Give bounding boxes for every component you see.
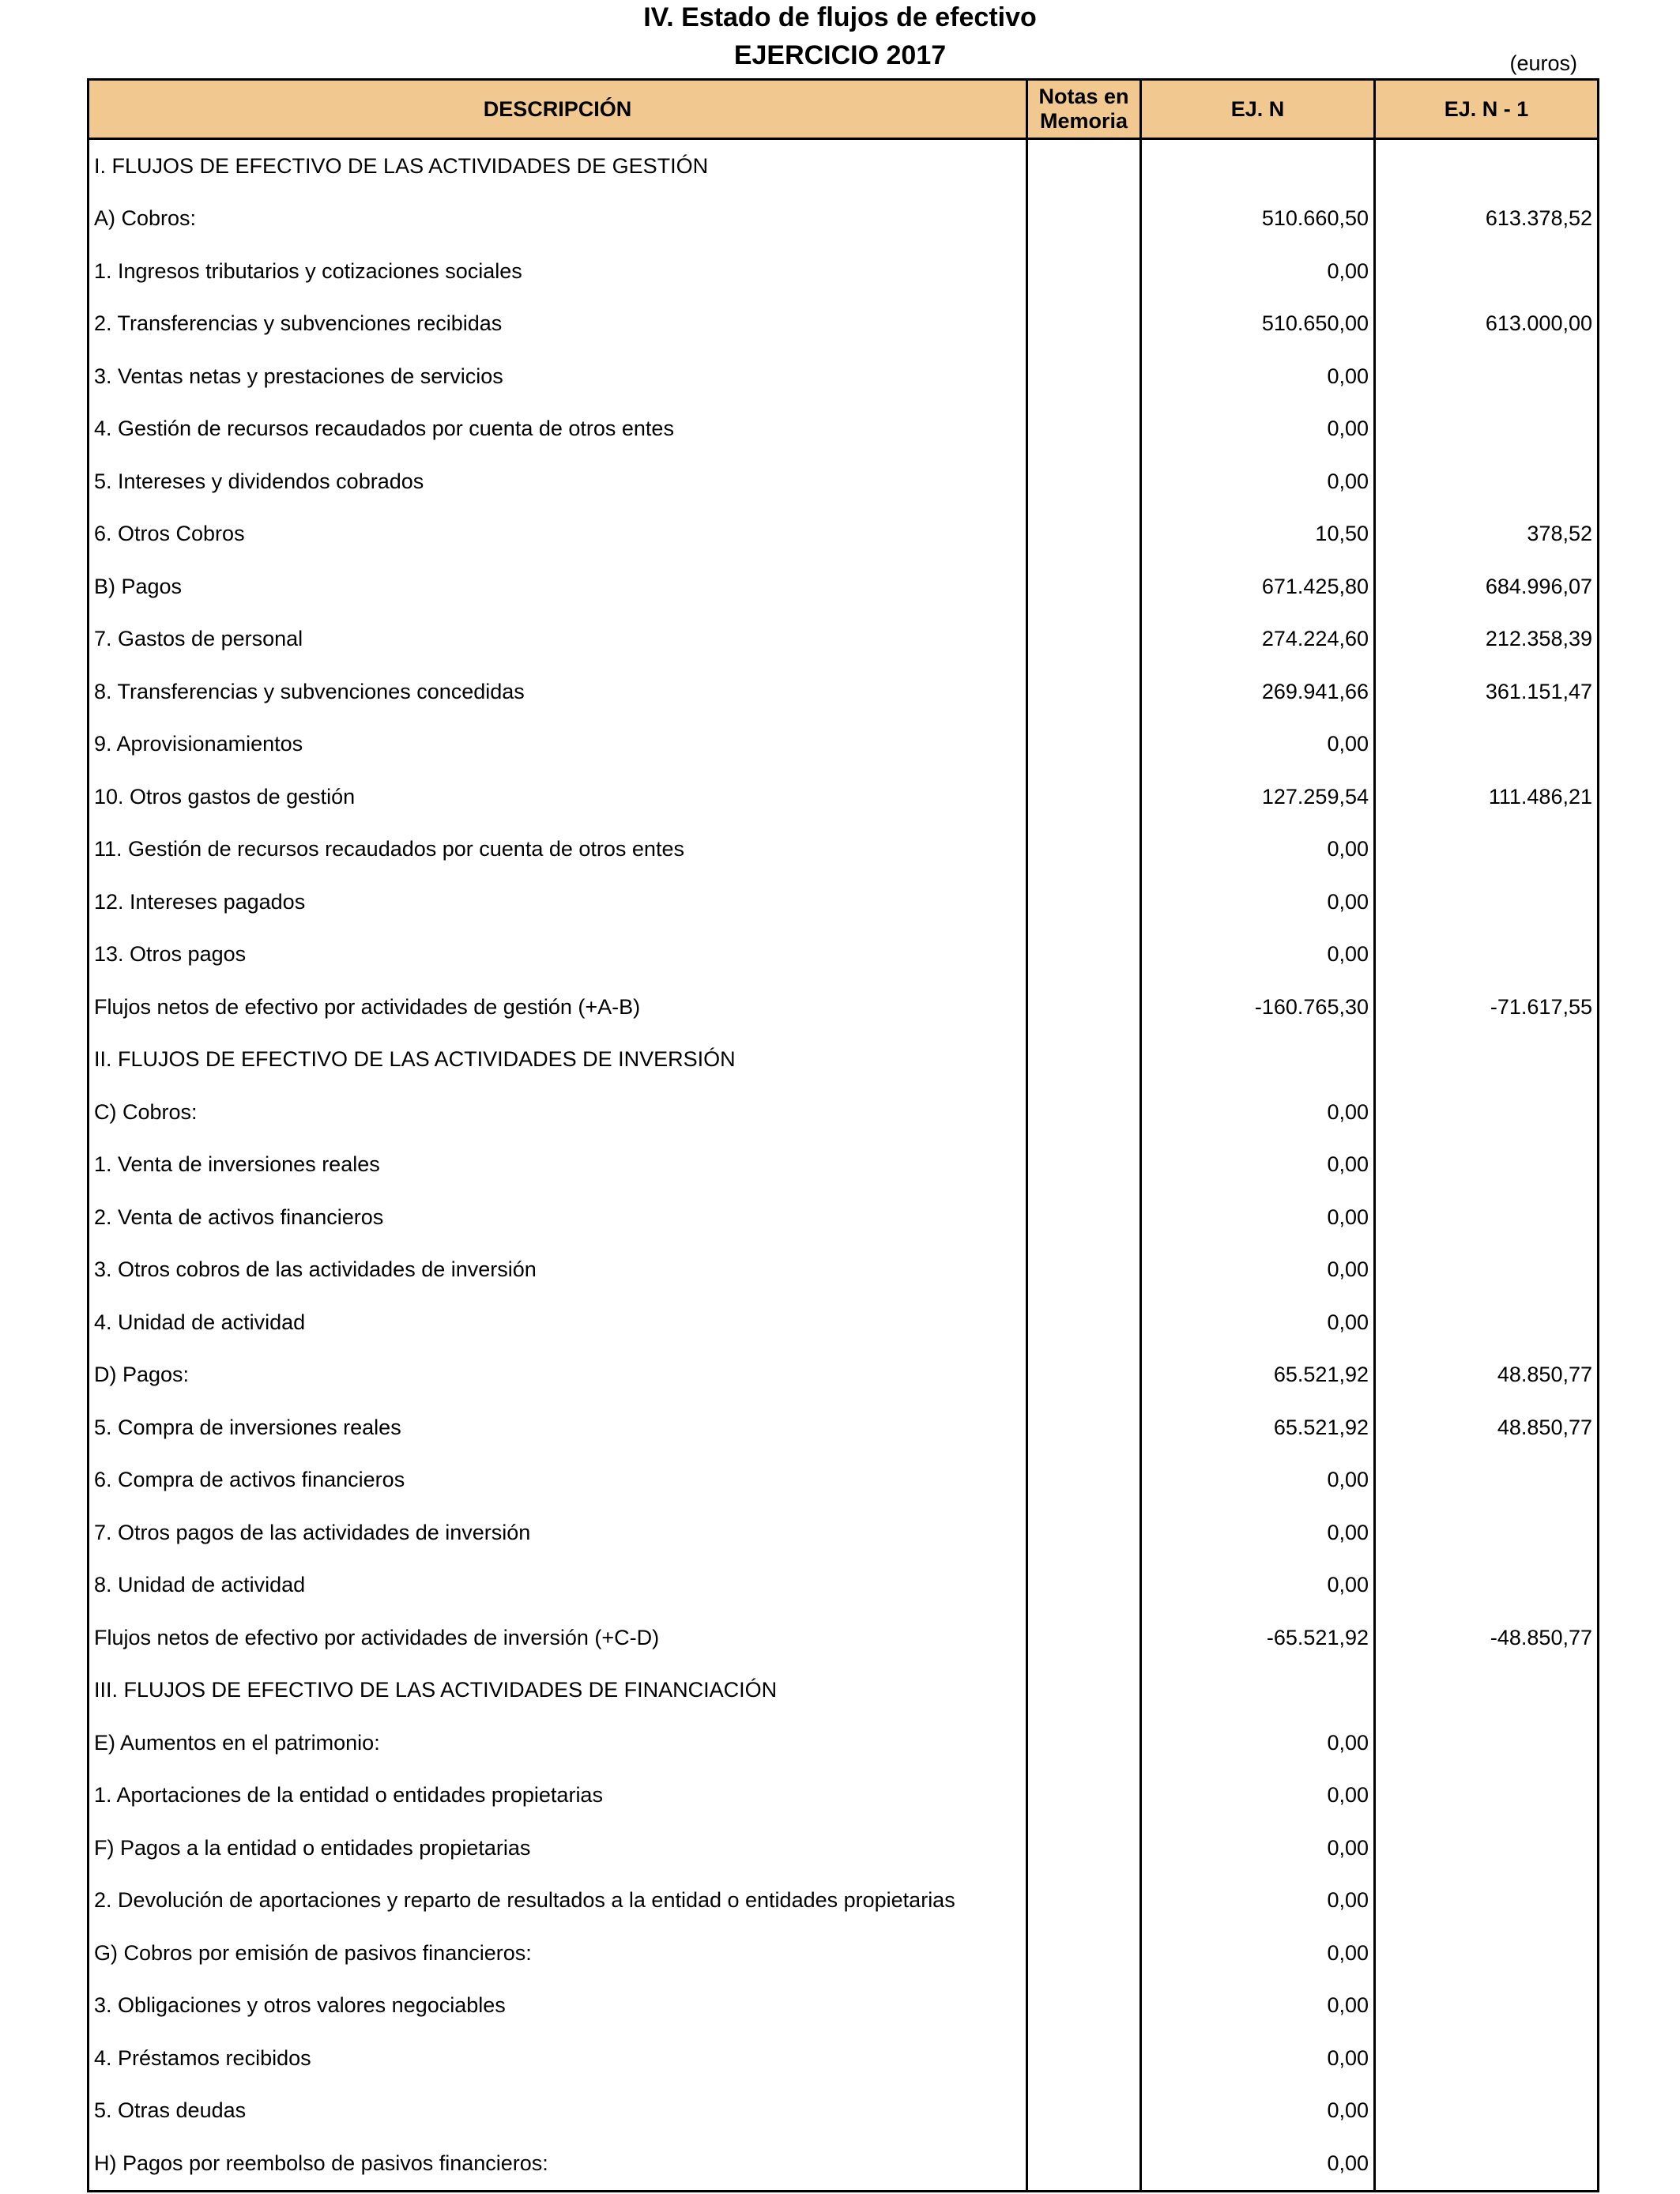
row-value-ej-n1 (1375, 455, 1599, 508)
row-description: 5. Otras deudas (89, 2085, 1027, 2138)
table-row (89, 1980, 1599, 2033)
row-description: 5. Compra de inversiones reales (89, 1401, 1027, 1454)
row-value-ej-n: 10,50 (1141, 508, 1375, 561)
row-notas (1027, 193, 1141, 246)
row-description: 5. Intereses y dividendos cobrados (89, 455, 1027, 508)
row-value-ej-n1 (1375, 403, 1599, 456)
row-description: 7. Gastos de personal (89, 613, 1027, 666)
row-description: 12. Intereses pagados (89, 876, 1027, 929)
row-value-ej-n1 (1375, 1717, 1599, 1770)
header-notas-line1: Notas en (1038, 85, 1129, 108)
row-value-ej-n1 (1375, 824, 1599, 876)
row-notas (1027, 403, 1141, 456)
table-row (89, 1086, 1599, 1139)
row-value-ej-n: 0,00 (1141, 824, 1375, 876)
row-value-ej-n1 (1375, 1770, 1599, 1823)
row-value-ej-n1: 378,52 (1375, 508, 1599, 561)
row-notas (1027, 1559, 1141, 1612)
cash-flow-table (87, 78, 1599, 2192)
row-description: F) Pagos a la entidad o entidades propietarias (89, 1822, 1027, 1875)
table-row (89, 1034, 1599, 1087)
table-row (89, 403, 1599, 456)
row-description: 6. Otros Cobros (89, 508, 1027, 561)
row-description: 2. Devolución de aportaciones y reparto de resultados a la entidad o entidades propietarias (89, 1875, 1027, 1928)
row-notas (1027, 298, 1141, 351)
row-notas (1027, 455, 1141, 508)
row-value-ej-n1 (1375, 1034, 1599, 1087)
row-notas (1027, 1875, 1141, 1928)
table-row (89, 1454, 1599, 1507)
row-value-ej-n1 (1375, 2032, 1599, 2085)
row-value-ej-n1: 48.850,77 (1375, 1401, 1599, 1454)
row-value-ej-n: 0,00 (1141, 1086, 1375, 1139)
row-value-ej-n: 0,00 (1141, 2085, 1375, 2138)
row-notas (1027, 1822, 1141, 1875)
row-description: 1. Aportaciones de la entidad o entidades propietarias (89, 1770, 1027, 1823)
table-row (89, 560, 1599, 613)
row-value-ej-n1 (1375, 1822, 1599, 1875)
row-notas (1027, 1139, 1141, 1192)
row-description: D) Pagos: (89, 1349, 1027, 1402)
row-value-ej-n: 274.224,60 (1141, 613, 1375, 666)
table-row (89, 1664, 1599, 1717)
row-notas (1027, 1664, 1141, 1717)
row-value-ej-n: 0,00 (1141, 2137, 1375, 2191)
row-description: 8. Transferencias y subvenciones concedidas (89, 665, 1027, 718)
header-ej-n: EJ. N (1141, 80, 1375, 139)
row-notas (1027, 350, 1141, 403)
row-value-ej-n1 (1375, 1191, 1599, 1244)
row-value-ej-n: 0,00 (1141, 1717, 1375, 1770)
row-notas (1027, 665, 1141, 718)
table-body (89, 139, 1599, 2192)
document-title: IV. Estado de flujos de efectivo (643, 2, 1037, 32)
row-value-ej-n: 0,00 (1141, 1191, 1375, 1244)
row-description: 9. Aprovisionamientos (89, 718, 1027, 771)
row-value-ej-n (1141, 1034, 1375, 1087)
header-descripcion: DESCRIPCIÓN (89, 80, 1027, 139)
row-value-ej-n1 (1375, 929, 1599, 982)
row-value-ej-n1 (1375, 1559, 1599, 1612)
table-row (89, 824, 1599, 876)
table-row (89, 1770, 1599, 1823)
row-description: 1. Venta de inversiones reales (89, 1139, 1027, 1192)
table-row (89, 193, 1599, 246)
table-row (89, 1822, 1599, 1875)
row-notas (1027, 613, 1141, 666)
row-value-ej-n: 65.521,92 (1141, 1401, 1375, 1454)
row-value-ej-n: 0,00 (1141, 1244, 1375, 1297)
row-value-ej-n: 0,00 (1141, 245, 1375, 298)
table-row (89, 981, 1599, 1034)
table-row (89, 613, 1599, 666)
table-row (89, 718, 1599, 771)
row-notas (1027, 139, 1141, 193)
row-value-ej-n1 (1375, 1086, 1599, 1139)
row-description: 7. Otros pagos de las actividades de inversión (89, 1506, 1027, 1559)
row-value-ej-n1 (1375, 1927, 1599, 1980)
row-notas (1027, 1034, 1141, 1087)
row-description: 3. Otros cobros de las actividades de inversión (89, 1244, 1027, 1297)
row-value-ej-n: 0,00 (1141, 1506, 1375, 1559)
row-notas (1027, 1927, 1141, 1980)
row-value-ej-n: 0,00 (1141, 350, 1375, 403)
row-value-ej-n1 (1375, 1244, 1599, 1297)
table-row (89, 665, 1599, 718)
row-notas (1027, 1296, 1141, 1349)
row-description: 11. Gestión de recursos recaudados por cuenta de otros entes (89, 824, 1027, 876)
header-notas (1027, 80, 1141, 139)
row-value-ej-n1 (1375, 1296, 1599, 1349)
row-notas (1027, 1086, 1141, 1139)
row-value-ej-n1: 48.850,77 (1375, 1349, 1599, 1402)
row-value-ej-n1 (1375, 718, 1599, 771)
row-description: I. FLUJOS DE EFECTIVO DE LAS ACTIVIDADES DE GESTIÓN (89, 139, 1027, 193)
row-notas (1027, 929, 1141, 982)
row-description: C) Cobros: (89, 1086, 1027, 1139)
units-label: (euros) (1509, 51, 1577, 75)
row-description: 3. Obligaciones y otros valores negociables (89, 1980, 1027, 2033)
row-value-ej-n: 0,00 (1141, 1296, 1375, 1349)
row-notas (1027, 1980, 1141, 2033)
row-value-ej-n1 (1375, 245, 1599, 298)
row-value-ej-n: 65.521,92 (1141, 1349, 1375, 1402)
row-value-ej-n1 (1375, 139, 1599, 193)
row-notas (1027, 824, 1141, 876)
row-notas (1027, 981, 1141, 1034)
row-value-ej-n: 0,00 (1141, 1139, 1375, 1192)
row-value-ej-n1 (1375, 350, 1599, 403)
row-value-ej-n: 0,00 (1141, 455, 1375, 508)
row-value-ej-n: 0,00 (1141, 929, 1375, 982)
table-row (89, 929, 1599, 982)
row-value-ej-n1 (1375, 1875, 1599, 1928)
header-row (89, 80, 1599, 139)
row-description: 4. Unidad de actividad (89, 1296, 1027, 1349)
row-value-ej-n1: 613.000,00 (1375, 298, 1599, 351)
row-value-ej-n1 (1375, 1139, 1599, 1192)
table-row (89, 1506, 1599, 1559)
table-row (89, 1191, 1599, 1244)
row-value-ej-n: -65.521,92 (1141, 1612, 1375, 1664)
row-description: 2. Transferencias y subvenciones recibidas (89, 298, 1027, 351)
row-value-ej-n1: -71.617,55 (1375, 981, 1599, 1034)
row-value-ej-n: 0,00 (1141, 1927, 1375, 1980)
row-description: II. FLUJOS DE EFECTIVO DE LAS ACTIVIDADES DE INVERSIÓN (89, 1034, 1027, 1087)
row-description: B) Pagos (89, 560, 1027, 613)
row-description: 3. Ventas netas y prestaciones de servicios (89, 350, 1027, 403)
row-notas (1027, 2137, 1141, 2191)
row-description: G) Cobros por emisión de pasivos financieros: (89, 1927, 1027, 1980)
table-row (89, 1296, 1599, 1349)
row-description: Flujos netos de efectivo por actividades de gestión (+A-B) (89, 981, 1027, 1034)
table-row (89, 2137, 1599, 2191)
document-subtitle: EJERCICIO 2017 (733, 40, 947, 70)
header-notas-line2: Memoria (1039, 109, 1128, 133)
row-value-ej-n: 127.259,54 (1141, 771, 1375, 824)
row-notas (1027, 560, 1141, 613)
row-notas (1027, 245, 1141, 298)
row-value-ej-n: 0,00 (1141, 1822, 1375, 1875)
row-value-ej-n: 269.941,66 (1141, 665, 1375, 718)
row-description: 6. Compra de activos financieros (89, 1454, 1027, 1507)
row-notas (1027, 1244, 1141, 1297)
row-value-ej-n: 0,00 (1141, 1875, 1375, 1928)
table-row (89, 771, 1599, 824)
row-value-ej-n1 (1375, 1664, 1599, 1717)
row-value-ej-n1 (1375, 1454, 1599, 1507)
row-notas (1027, 1454, 1141, 1507)
row-notas (1027, 771, 1141, 824)
row-notas (1027, 1401, 1141, 1454)
row-notas (1027, 1349, 1141, 1402)
row-notas (1027, 876, 1141, 929)
row-value-ej-n: 510.650,00 (1141, 298, 1375, 351)
row-description: 8. Unidad de actividad (89, 1559, 1027, 1612)
row-value-ej-n: 0,00 (1141, 2032, 1375, 2085)
row-value-ej-n1: 361.151,47 (1375, 665, 1599, 718)
row-value-ej-n1: -48.850,77 (1375, 1612, 1599, 1664)
row-value-ej-n: 0,00 (1141, 876, 1375, 929)
row-description: 10. Otros gastos de gestión (89, 771, 1027, 824)
row-description: III. FLUJOS DE EFECTIVO DE LAS ACTIVIDADES DE FINANCIACIÓN (89, 1664, 1027, 1717)
row-value-ej-n1 (1375, 2085, 1599, 2138)
table-row (89, 2085, 1599, 2138)
row-value-ej-n (1141, 1664, 1375, 1717)
row-description: 2. Venta de activos financieros (89, 1191, 1027, 1244)
row-value-ej-n1: 111.486,21 (1375, 771, 1599, 824)
table-row (89, 1875, 1599, 1928)
row-value-ej-n: -160.765,30 (1141, 981, 1375, 1034)
table-row (89, 1139, 1599, 1192)
row-value-ej-n1: 684.996,07 (1375, 560, 1599, 613)
table-header (89, 80, 1599, 139)
row-notas (1027, 1770, 1141, 1823)
row-value-ej-n: 0,00 (1141, 718, 1375, 771)
table-row (89, 2032, 1599, 2085)
row-description: H) Pagos por reembolso de pasivos financieros: (89, 2137, 1027, 2191)
row-description: 13. Otros pagos (89, 929, 1027, 982)
table-row (89, 455, 1599, 508)
row-notas (1027, 2085, 1141, 2138)
table-row (89, 139, 1599, 193)
row-notas (1027, 508, 1141, 561)
row-notas (1027, 1717, 1141, 1770)
table-row (89, 1349, 1599, 1402)
table-row (89, 508, 1599, 561)
row-description: E) Aumentos en el patrimonio: (89, 1717, 1027, 1770)
table-row (89, 350, 1599, 403)
row-notas (1027, 2032, 1141, 2085)
row-value-ej-n: 0,00 (1141, 1770, 1375, 1823)
row-value-ej-n: 0,00 (1141, 1980, 1375, 2033)
header-ej-n1: EJ. N - 1 (1375, 80, 1599, 139)
table-row (89, 876, 1599, 929)
table-row (89, 1612, 1599, 1664)
row-notas (1027, 718, 1141, 771)
table-row (89, 1927, 1599, 1980)
row-description: 4. Préstamos recibidos (89, 2032, 1027, 2085)
row-notas (1027, 1191, 1141, 1244)
row-description: Flujos netos de efectivo por actividades de inversión (+C-D) (89, 1612, 1027, 1664)
table-row (89, 245, 1599, 298)
row-value-ej-n1 (1375, 1980, 1599, 2033)
table-row (89, 1717, 1599, 1770)
row-value-ej-n1 (1375, 876, 1599, 929)
row-value-ej-n1 (1375, 2137, 1599, 2191)
row-value-ej-n: 510.660,50 (1141, 193, 1375, 246)
table-row (89, 298, 1599, 351)
row-value-ej-n (1141, 139, 1375, 193)
table-row (89, 1401, 1599, 1454)
row-value-ej-n: 671.425,80 (1141, 560, 1375, 613)
row-value-ej-n1: 613.378,52 (1375, 193, 1599, 246)
row-value-ej-n: 0,00 (1141, 1559, 1375, 1612)
row-notas (1027, 1612, 1141, 1664)
row-description: A) Cobros: (89, 193, 1027, 246)
row-description: 1. Ingresos tributarios y cotizaciones sociales (89, 245, 1027, 298)
row-value-ej-n: 0,00 (1141, 403, 1375, 456)
row-value-ej-n1 (1375, 1506, 1599, 1559)
row-value-ej-n1: 212.358,39 (1375, 613, 1599, 666)
row-notas (1027, 1506, 1141, 1559)
row-value-ej-n: 0,00 (1141, 1454, 1375, 1507)
table-row (89, 1244, 1599, 1297)
row-description: 4. Gestión de recursos recaudados por cuenta de otros entes (89, 403, 1027, 456)
table-row (89, 1559, 1599, 1612)
